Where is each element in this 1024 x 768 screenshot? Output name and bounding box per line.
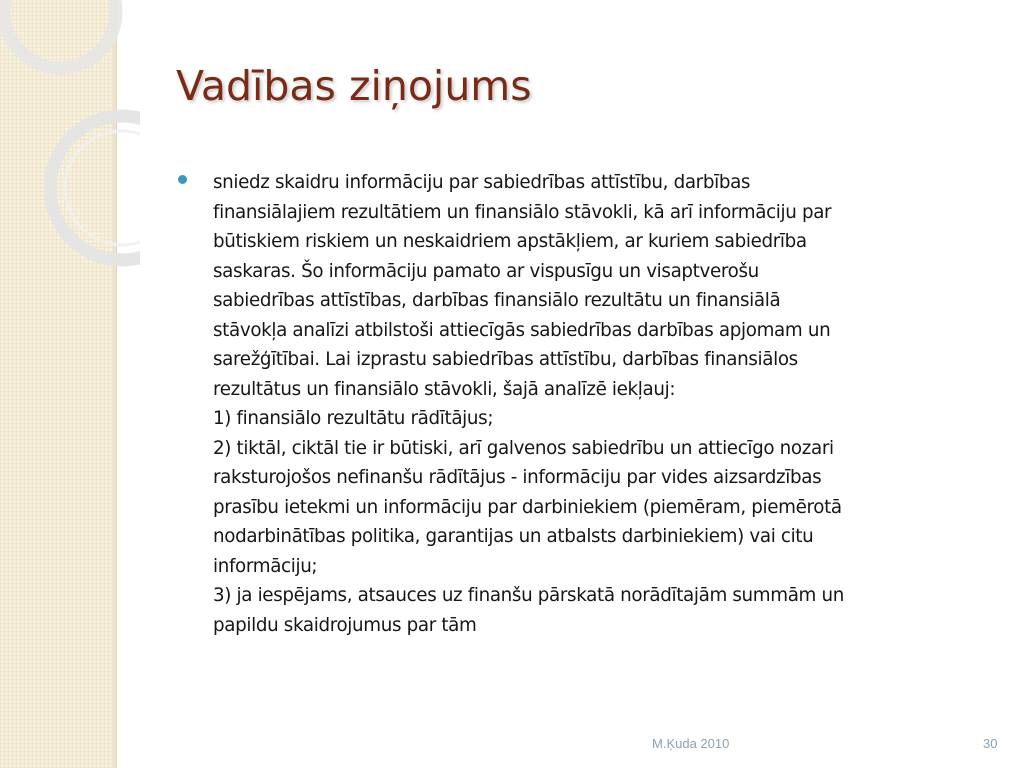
bullet-line: stāvokļa analīzi atbilstoši attiecīgās sabiedrības darbības apjomam un [213, 319, 831, 341]
slide-number: 30 [983, 736, 998, 751]
bullet-line: papildu skaidrojumus par tām [213, 614, 477, 636]
bullet-line: 1) finansiālo rezultātu rādītājus; [213, 408, 494, 429]
bullet-line: nodarbinātības politika, garantijas un atbalsts darbiniekiem) vai citu [213, 526, 814, 547]
bullet-line: sniedz skaidru informāciju par sabiedrības attīstību, darbības [213, 172, 751, 193]
slide-content [178, 168, 990, 640]
bullet-line: saskaras. Šo informāciju pamato ar vispusīgu un visaptverošu [213, 260, 759, 282]
bullet-icon [178, 175, 187, 184]
decorative-circle-inner [65, 131, 140, 245]
footer-author: M.Ķuda 2010 [652, 736, 730, 751]
decorative-circle-top [4, 0, 116, 68]
bullet-line: finansiālajiem rezultātiem un finansiālo stāvokli, kā arī informāciju par [213, 201, 832, 223]
bullet-line: sabiedrības attīstības, darbības finansiālo rezultātu un finansiālā [213, 290, 781, 311]
slide-title: Vadības ziņojums [176, 62, 532, 110]
bullet-line: 3) ja iespējams, atsauces uz finanšu pārskatā norādītajām summām un [213, 585, 844, 606]
bullet-item [178, 168, 990, 640]
bullet-line: raksturojošos nefinanšu rādītājus - informāciju par vides aizsardzības [213, 467, 822, 488]
bullet-line: informāciju; [213, 555, 318, 577]
bullet-line: rezultātus un finansiālo stāvokli, šajā analīzē iekļauj: [213, 378, 676, 400]
bullet-line: prasību ietekmi un informāciju par darbiniekiem (piemēram, piemērotā [213, 496, 842, 518]
bullet-text [213, 168, 990, 640]
bullet-line: būtiskiem riskiem un neskaidriem apstākļiem, ar kuriem sabiedrība [213, 231, 807, 252]
bullet-line: sarežģītībai. Lai izprastu sabiedrības attīstību, darbības finansiālos [213, 349, 798, 370]
bullet-line: 2) tiktāl, ciktāl tie ir būtiski, arī galvenos sabiedrību un attiecīgo nozari [213, 437, 834, 459]
decorative-circles [0, 0, 140, 300]
